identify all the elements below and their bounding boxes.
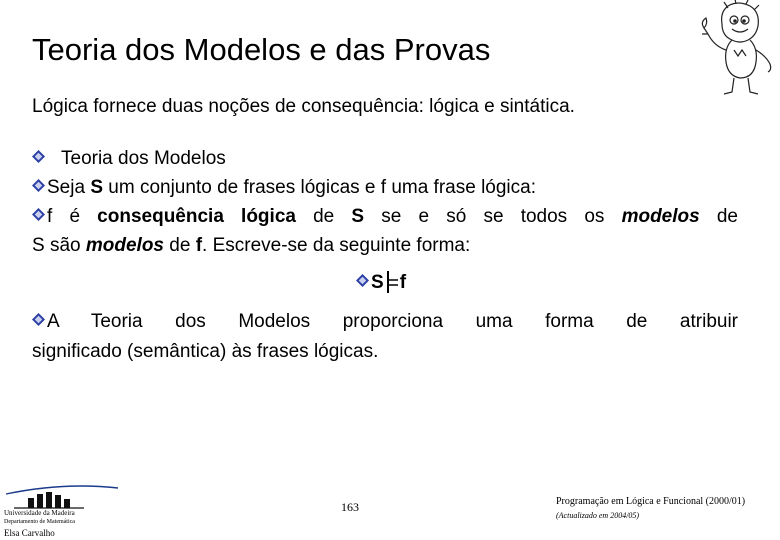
heading-teoria-dos-modelos: Teoria dos Modelos [32, 144, 226, 174]
slide-title: Teoria dos Modelos e das Provas [32, 32, 491, 67]
university-logo-icon [4, 484, 120, 510]
diamond-bullet-icon [32, 208, 45, 221]
author-name: Elsa Carvalho [4, 528, 55, 538]
models-symbol-icon [384, 270, 400, 294]
diamond-bullet-icon [32, 313, 45, 326]
diamond-bullet-icon [32, 179, 45, 192]
university-name: Universidade da Madeira [4, 509, 75, 517]
models-paragraph-line-1: A Teoria dos Modelos proporciona uma forma de atribuir [32, 307, 738, 337]
intro-text: Lógica fornece duas noções de consequência: lógica e sintática. [32, 96, 575, 117]
department-name: Departamento de Matemática [4, 519, 75, 525]
page-number: 163 [341, 500, 359, 514]
seja-line: Seja S um conjunto de frases lógicas e f uma frase lógica: [32, 173, 536, 203]
models-paragraph-line-2: significado (semântica) às frases lógicas. [32, 341, 379, 362]
definition-line-1: f é consequência lógica de S se e só se todos os modelos de [32, 202, 738, 232]
updated-note: (Actualizado em 2004/05) [556, 511, 640, 520]
diamond-bullet-icon [356, 274, 369, 287]
caveman-mascot-icon [698, 0, 778, 98]
diamond-bullet-icon [32, 150, 45, 163]
course-title: Programação em Lógica e Funcional (2000/01) [556, 496, 746, 507]
definition-line-2: S são modelos de f. Escreve-se da seguinte forma: [32, 235, 471, 256]
formula-entails: S f [356, 268, 406, 298]
